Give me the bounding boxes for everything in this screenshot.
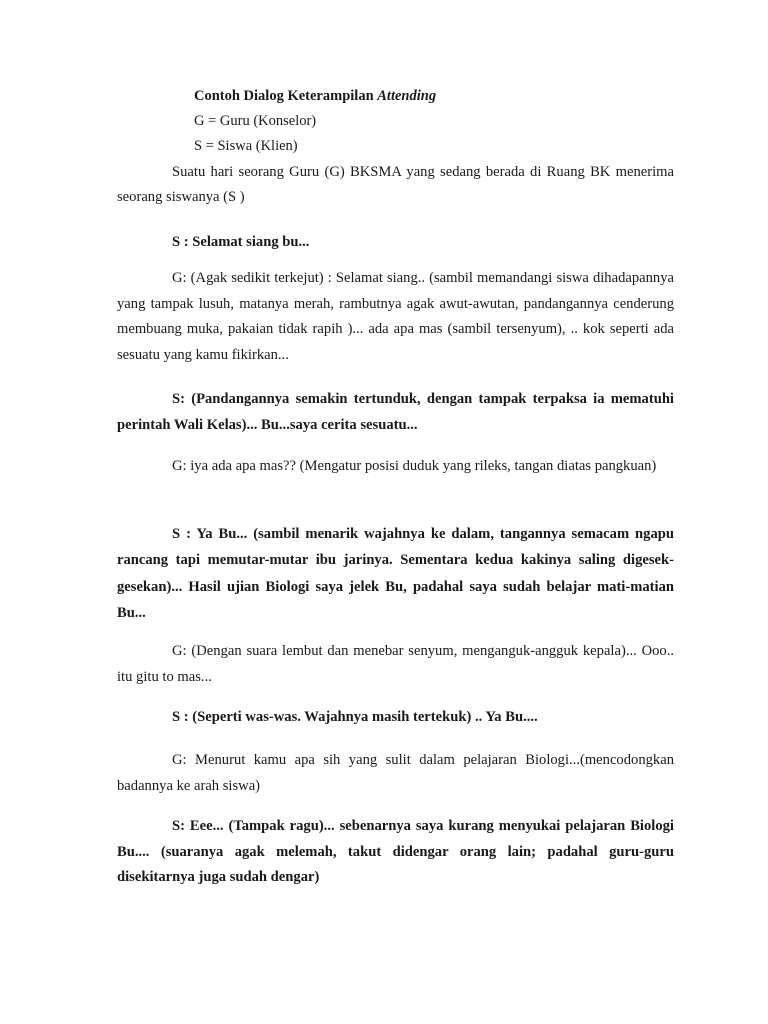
- dialog-line-guru: G: (Dengan suara lembut dan menebar senyum, menganguk-angguk kepala)... Ooo.. itu gitu to mas...: [117, 643, 674, 685]
- dialog-line-siswa: S: (Pandangannya semakin tertunduk, dengan tampak terpaksa ia mematuhi perintah Wali Kelas)... Bu...saya cerita sesuatu...: [117, 391, 674, 433]
- dialog-line-siswa: S : (Seperti was-was. Wajahnya masih tertekuk) .. Ya Bu....: [172, 709, 538, 725]
- dialog-line-guru: G: (Agak sedikit terkejut) : Selamat siang.. (sambil memandangi siswa dihadapannya yang tampak lusuh, matanya merah, rambutnya agak awut-awutan, pandangannya cenderung membuang muka, pakaian tidak rapih )... ada apa mas (sambil tersenyum), .. kok seperti ada sesuatu yang kamu fikirkan...: [117, 270, 674, 364]
- intro-paragraph: Suatu hari seorang Guru (G) BKSMA yang sedang berada di Ruang BK menerima seorang siswanya (S ): [117, 164, 674, 205]
- document-title: [194, 86, 436, 106]
- dialog-line-guru: G: iya ada apa mas?? (Mengatur posisi duduk yang rileks, tangan diatas pangkuan): [172, 458, 657, 474]
- dialog-line-siswa: S : Ya Bu... (sambil menarik wajahnya ke dalam, tangannya semacam ngapu rancang tapi memutar-mutar ibu jarinya. Sementara kedua kakinya saling digesek-gesekan)... Hasil ujian Biologi saya jelek Bu, padahal saya sudah belajar mati-matian Bu...: [117, 526, 674, 621]
- dialog-line-siswa: S: Eee... (Tampak ragu)... sebenarnya saya kurang menyukai pelajaran Biologi Bu.... (suaranya agak melemah, takut didengar orang lain; padahal guru-guru disekitarnya juga sudah dengar): [117, 818, 674, 885]
- title-italic-word: Attending: [377, 88, 437, 104]
- legend-siswa: S = Siswa (Klien): [194, 138, 298, 154]
- dialog-line-siswa: S : Selamat siang bu...: [172, 234, 310, 250]
- title-text: Contoh Dialog Keterampilan: [194, 88, 378, 104]
- dialog-line-guru: G: Menurut kamu apa sih yang sulit dalam pelajaran Biologi...(mencodongkan badannya ke arah siswa): [117, 752, 674, 794]
- legend-guru: G = Guru (Konselor): [194, 113, 317, 129]
